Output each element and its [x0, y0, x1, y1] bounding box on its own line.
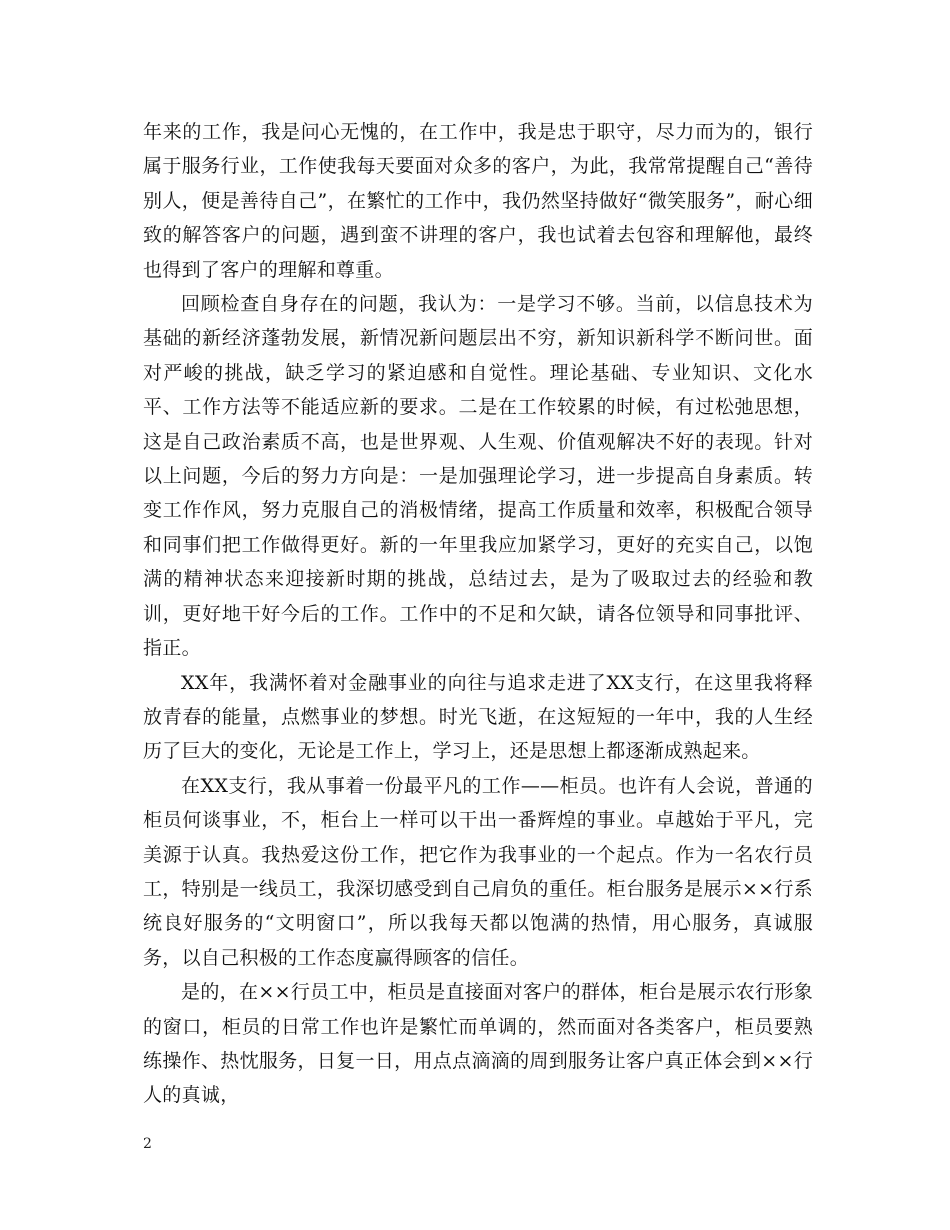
paragraph-3: XX年，我满怀着对金融事业的向往与追求走进了XX支行，在这里我将释放青春的能量，点燃事业的梦想。时光飞逝，在这短短的一年中，我的人生经历了巨大的变化，无论是工作上，学习上，还是思想上都逐渐成熟起来。 — [143, 671, 813, 763]
paragraph-5: 是的，在××行员工中，柜员是直接面对客户的群体，柜台是展示农行形象的窗口，柜员的日常工作也许是繁忙而单调的，然而面对各类客户，柜员要熟练操作、热忱服务，日复一日，用点点滴滴的周到服务让客户真正体会到××行人的真诚， — [143, 981, 813, 1107]
document-body — [143, 115, 813, 1113]
paragraph-1: 年来的工作，我是问心无愧的，在工作中，我是忠于职守，尽力而为的，银行属于服务行业，工作使我每天要面对众多的客户，为此，我常常提醒自己“善待别人，便是善待自己”，在繁忙的工作中，我仍然坚持做好“微笑服务”，耐心细致的解答客户的问题，遇到蛮不讲理的客户，我也试着去包容和理解他，最终也得到了客户的理解和尊重。 — [143, 121, 813, 281]
paragraph-2: 回顾检查自身存在的问题，我认为：一是学习不够。当前，以信息技术为基础的新经济蓬勃发展，新情况新问题层出不穷，新知识新科学不断问世。面对严峻的挑战，缺乏学习的紧迫感和自觉性。理论基础、专业知识、文化水平、工作方法等不能适应新的要求。二是在工作较累的时候，有过松弛思想，这是自己政治素质不高，也是世界观、人生观、价值观解决不好的表现。针对以上问题，今后的努力方向是：一是加强理论学习，进一步提高自身素质。转变工作作风，努力克服自己的消极情绪，提高工作质量和效率，积极配合领导和同事们把工作做得更好。新的一年里我应加紧学习，更好的充实自己，以饱满的精神状态来迎接新时期的挑战，总结过去，是为了吸取过去的经验和教训，更好地干好今后的工作。工作中的不足和欠缺，请各位领导和同事批评、指正。 — [143, 293, 813, 660]
page-number: 2 — [143, 1136, 152, 1152]
paragraph-4: 在XX支行，我从事着一份最平凡的工作——柜员。也许有人会说，普通的柜员何谈事业，不，柜台上一样可以干出一番辉煌的事业。卓越始于平凡，完美源于认真。我热爱这份工作，把它作为我事业的一个起点。作为一名农行员工，特别是一线员工，我深切感受到自己肩负的重任。柜台服务是展示××行系统良好服务的“文明窗口”，所以我每天都以饱满的热情，用心服务，真诚服务，以自己积极的工作态度赢得顾客的信任。 — [143, 774, 813, 969]
